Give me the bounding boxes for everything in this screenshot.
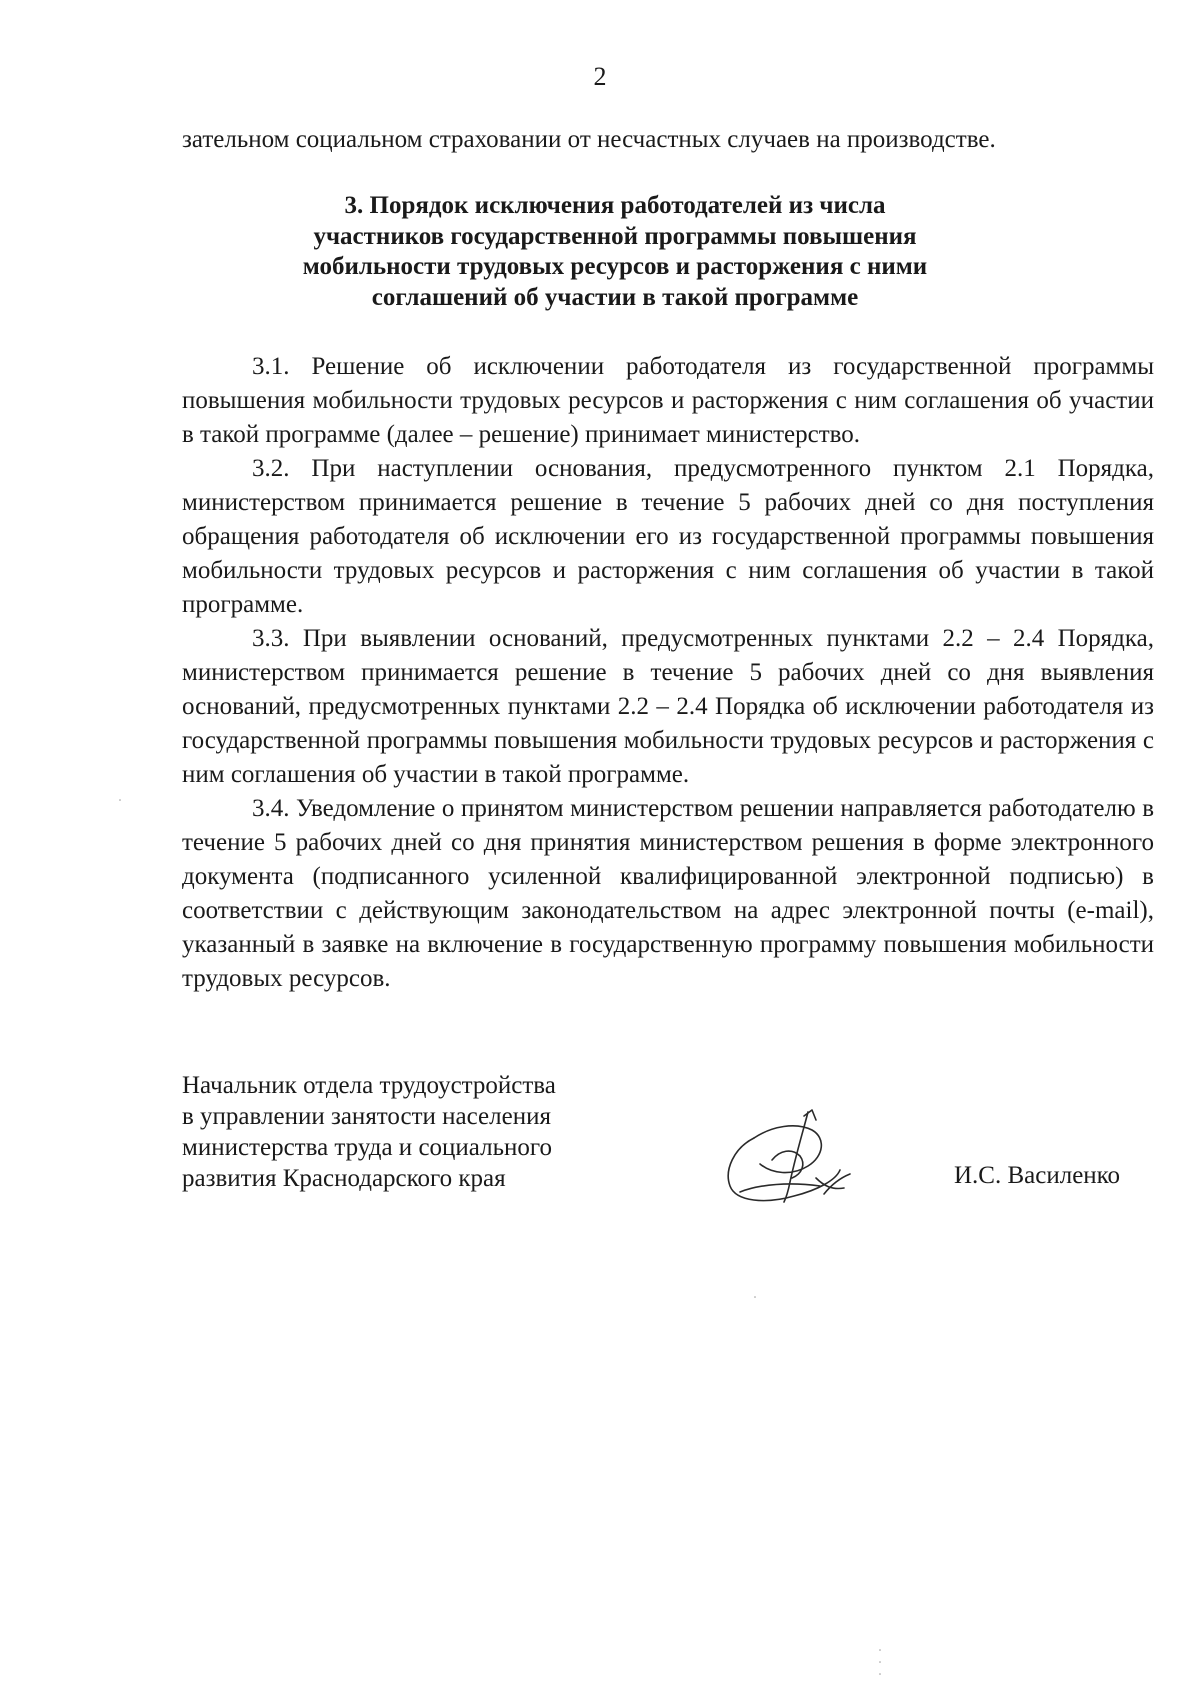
signatory-position-line: в управлении занятости населения [182, 1103, 551, 1130]
section-body [182, 350, 1154, 996]
paragraph-3-1: 3.1. Решение об исключении работодателя из государственной программы повышения мобильности трудовых ресурсов и расторжения с ним соглашения об участии в такой программе (далее – решение) принимает министерство. [182, 353, 1154, 448]
section-title [290, 191, 940, 313]
continuation-line: зательном социальном страховании от несчастных случаев на производстве. [182, 126, 996, 153]
signatory-name: И.С. Василенко [954, 1162, 1121, 1189]
section-title-line: мобильности трудовых ресурсов и расторжения с ними [302, 253, 928, 280]
paragraph-3-3: 3.3. При выявлении оснований, предусмотренных пунктами 2.2 – 2.4 Порядка, министерством принимается решение в течение 5 рабочих дней со дня выявления оснований, предусмотренных пунктами 2.2 – 2.4 Порядка об исключении работодателя из государственной программы повышения мобильности трудовых ресурсов и расторжения с ним соглашения об участии в такой программе. [182, 625, 1154, 788]
section-title-line: соглашений об участии в такой программе [371, 283, 859, 311]
signatory-position-line: развития Краснодарского края [182, 1165, 506, 1192]
paragraph-3-2: 3.2. При наступлении основания, предусмотренного пунктом 2.1 Порядка, министерством принимается решение в течение 5 рабочих дней со дня поступления обращения работодателя об исключении его из государственной программы повышения мобильности трудовых ресурсов и расторжения с ним соглашения об участии в такой программе. [182, 455, 1154, 618]
section-title-line: участников государственной программы повышения [313, 222, 917, 250]
signatory-position-line: Начальник отдела трудоустройства [182, 1072, 556, 1099]
handwritten-signature [720, 1108, 855, 1206]
signatory-position [182, 1070, 612, 1194]
section-title-line: 3. Порядок исключения работодателей из числа [344, 192, 886, 219]
page-number: 2 [593, 62, 607, 91]
signatory-position-line: министерства труда и социального [182, 1134, 552, 1161]
paragraph-3-4: 3.4. Уведомление о принятом министерством решении направляется работодателю в течение 5 рабочих дней со дня принятия министерством решения в форме электронного документа (подписанного усиленной квалифицированной электронной подписью) в соответствии с действующим законодательством на адрес электронной почты (e-mail), указанный в заявке на включение в государственную программу повышения мобильности трудовых ресурсов. [182, 795, 1154, 992]
